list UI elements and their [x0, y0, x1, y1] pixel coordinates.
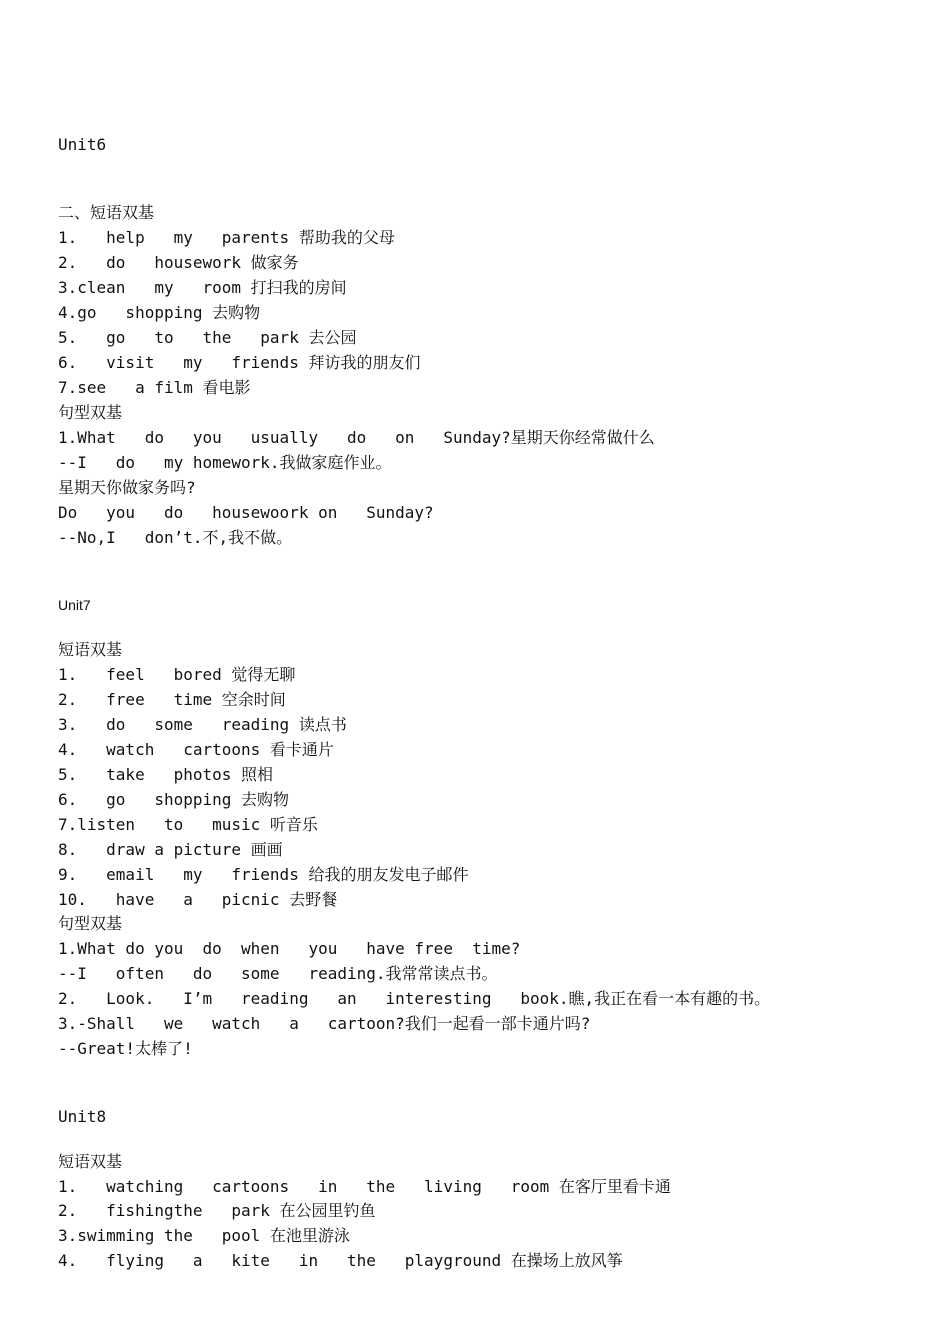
unit7-sentence-item: --I often do some reading.我常常读点书。	[58, 964, 498, 983]
unit7-phrase-item: 10. have a picnic 去野餐	[58, 890, 338, 909]
unit7-phrase-item: 7.listen to music 听音乐	[58, 815, 318, 834]
unit6-sentence-item: --No,I don’t.不,我不做。	[58, 528, 293, 547]
unit6-sentence-item: 1.What do you usually do on Sunday?星期天你经常做什么	[58, 428, 655, 447]
unit6-sentence-item: 星期天你做家务吗?	[58, 478, 196, 497]
unit6-title: Unit6	[58, 135, 107, 154]
unit7-phrase-item: 2. free time 空余时间	[58, 690, 286, 709]
unit7-phrase-item: 8. draw a picture 画画	[58, 840, 283, 859]
unit7-title: Unit7	[58, 597, 91, 613]
unit6-phrase-item: 5. go to the park 去公园	[58, 328, 357, 347]
unit8-phrase-item: 2. fishingthe park 在公园里钓鱼	[58, 1201, 376, 1220]
unit6-phrase-item: 7.see a film 看电影	[58, 378, 251, 397]
unit6-phrase-item: 2. do housework 做家务	[58, 253, 299, 272]
unit7-sentence-item: 2. Look. I’m reading an interesting book.瞧,我正在看一本有趣的书。	[58, 989, 771, 1008]
unit6-sentences-heading: 句型双基	[58, 403, 123, 422]
unit7-phrases-heading: 短语双基	[58, 640, 123, 659]
unit7-sentence-item: --Great!太棒了!	[58, 1039, 193, 1058]
unit6-phrase-item: 3.clean my room 打扫我的房间	[58, 278, 347, 297]
unit6-phrase-item: 4.go shopping 去购物	[58, 303, 261, 322]
unit7-phrase-item: 9. email my friends 给我的朋友发电子邮件	[58, 865, 469, 884]
unit6-phrase-item: 6. visit my friends 拜访我的朋友们	[58, 353, 421, 372]
unit8-phrase-item: 3.swimming the pool 在池里游泳	[58, 1226, 350, 1245]
unit6-phrase-item: 1. help my parents 帮助我的父母	[58, 228, 395, 247]
unit7-sentence-item: 3.-Shall we watch a cartoon?我们一起看一部卡通片吗?	[58, 1014, 591, 1033]
unit8-title: Unit8	[58, 1107, 107, 1126]
unit6-sentence-item: Do you do housewoork on Sunday?	[58, 503, 434, 522]
unit7-phrase-item: 1. feel bored 觉得无聊	[58, 665, 296, 684]
unit7-phrase-item: 3. do some reading 读点书	[58, 715, 347, 734]
unit7-sentence-item: 1.What do you do when you have free time?	[58, 939, 521, 958]
unit6-phrases-heading: 二、短语双基	[58, 203, 155, 222]
unit8-phrase-item: 1. watching cartoons in the living room 在客厅里看卡通	[58, 1177, 671, 1196]
unit7-phrase-item: 5. take photos 照相	[58, 765, 274, 784]
unit6-sentence-item: --I do my homework.我做家庭作业。	[58, 453, 392, 472]
unit7-phrase-item: 4. watch cartoons 看卡通片	[58, 740, 334, 759]
unit7-phrase-item: 6. go shopping 去购物	[58, 790, 290, 809]
unit7-sentences-heading: 句型双基	[58, 914, 123, 933]
unit8-phrase-item: 4. flying a kite in the playground 在操场上放风筝	[58, 1251, 623, 1270]
unit8-phrases-heading: 短语双基	[58, 1152, 123, 1171]
